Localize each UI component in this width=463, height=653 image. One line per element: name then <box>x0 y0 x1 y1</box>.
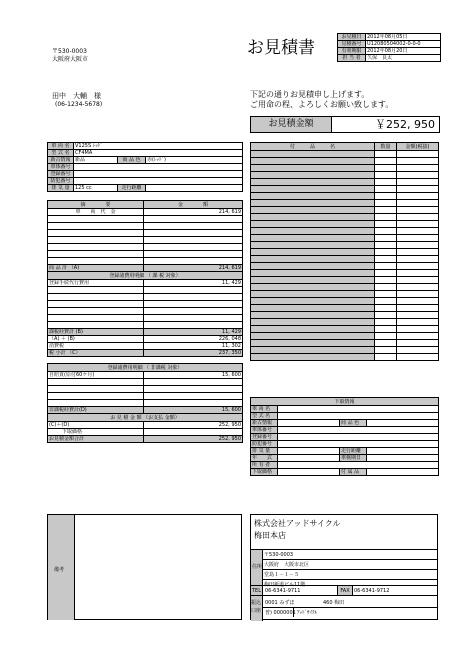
price-row <box>48 258 243 265</box>
taxable-item-row <box>48 294 243 301</box>
accessory-row <box>251 158 439 165</box>
address-line: 大阪府 大阪市北区 <box>262 560 438 570</box>
accessory-row <box>251 242 439 249</box>
taxable-item-value: 11, 429 <box>144 280 243 287</box>
total-amount-value: ￥252, 950 <box>375 118 435 131</box>
document-title: お見積書 <box>247 38 315 58</box>
tradein-price-value <box>144 429 243 436</box>
subtotal-row <box>48 265 243 272</box>
accessory-row <box>251 263 439 270</box>
tradein-row <box>251 413 439 420</box>
tradein-label: 下取価格 <box>251 469 278 476</box>
accessory-row <box>251 200 439 207</box>
tradein-label: 型 式 名 <box>251 413 278 420</box>
tradein-label: 排 気 量 <box>251 448 278 455</box>
nontaxable-item-label: 自賠責(原付60ケ月) <box>48 372 144 379</box>
column-header: 付 品 名 <box>251 143 375 151</box>
accessories-table <box>250 142 439 361</box>
vehicle-value: V125S ﾚｯﾄﾞ <box>74 143 243 150</box>
fax-value: 06-6341-9712 <box>354 588 390 594</box>
bank-account: 普) 0000001 <box>265 610 296 616</box>
accessory-row <box>251 312 439 319</box>
ab-row <box>48 336 243 343</box>
meta-value: 2012年08月05日 <box>366 34 441 41</box>
meta-label: 有効期限 <box>338 48 366 55</box>
column-header: 金額(税抜) <box>397 143 439 151</box>
taxable-item-row <box>48 287 243 294</box>
price-row <box>48 216 243 223</box>
accessory-row <box>251 270 439 277</box>
grand-total-value: 252, 950 <box>144 436 243 443</box>
tradein-label: 防犯番号 <box>251 441 278 448</box>
vehicle-label: 登録番号 <box>48 171 74 178</box>
taxable-item-row <box>48 301 243 308</box>
bank-row <box>251 595 438 621</box>
price-row <box>48 251 243 258</box>
vehicle-row <box>48 178 243 185</box>
vehicle-value <box>146 185 243 192</box>
nontaxable-item-row <box>48 372 243 379</box>
cd-row <box>48 422 243 429</box>
taxable-total-value: 11, 429 <box>144 329 243 336</box>
accessory-row <box>251 186 439 193</box>
meta-value: U12080504002-0-0-0 <box>366 41 441 48</box>
customer-postal: 〒530-0003 <box>52 48 87 55</box>
taxable-item-row <box>48 308 243 315</box>
vehicle-price-value: 214, 619 <box>144 209 243 216</box>
meta-label: 担 当 者 <box>338 55 366 62</box>
meta-row <box>338 41 441 48</box>
accessory-row <box>251 207 439 214</box>
price-row <box>48 237 243 244</box>
meta-label: 見積番号 <box>338 41 366 48</box>
tel-label: TEL <box>252 588 261 594</box>
tradein-label: 登録番号 <box>251 434 278 441</box>
tradein-header-row <box>251 398 439 406</box>
accessory-row <box>251 165 439 172</box>
ab-label: （A) ＋ (B) <box>48 336 144 343</box>
vehicle-value: 新品 <box>74 157 118 164</box>
tradein-row <box>251 420 439 427</box>
tax-subtotal-row <box>48 350 243 357</box>
accessory-row <box>251 235 439 242</box>
taxable-item-row <box>48 315 243 322</box>
nontaxable-item-row <box>48 386 243 393</box>
summary-header-row <box>48 414 243 422</box>
vehicle-value: CF4MA <box>74 150 243 157</box>
accessory-row <box>251 221 439 228</box>
accessory-row <box>251 179 439 186</box>
subtotal-value: 214, 619 <box>144 265 243 272</box>
column-header: 数量 <box>375 143 397 151</box>
vehicle-price-label: 車 両 代 金 <box>48 209 144 216</box>
accessory-row <box>251 214 439 221</box>
shop-company: 株式会社アッドサイクル <box>254 519 341 528</box>
greeting-line-1: 下記の通りお見積申し上げます。 <box>250 90 370 99</box>
meta-row <box>338 48 441 55</box>
vehicle-value: 125 cc <box>74 185 118 192</box>
vehicle-row <box>48 143 243 150</box>
vehicle-row <box>48 185 243 192</box>
address-block <box>262 549 438 588</box>
nontaxable-header: 登録諸費用明細 （ 非課税 対象） <box>48 364 243 372</box>
cd-value: 252, 950 <box>144 422 243 429</box>
taxable-header-row <box>48 272 243 280</box>
accessories-header-row <box>251 143 439 151</box>
tradein-label: 走行距離 <box>340 448 367 455</box>
fax-label: FAX <box>337 586 353 596</box>
summary-header: お 見 積 金 額 （お支払 金額） <box>48 414 243 422</box>
tax-subtotal-value: 237, 350 <box>144 350 243 357</box>
tradein-header: 下取情報 <box>251 398 439 406</box>
tradein-price-row <box>48 429 243 436</box>
tradein-row <box>251 406 439 413</box>
tradein-label: 新古情報 <box>251 420 278 427</box>
customer-name: 田中 大輔 様 <box>52 92 101 100</box>
vehicle-label: 走行距離 <box>118 185 146 192</box>
tradein-row <box>251 441 439 448</box>
tel-value: 06-6341-9711 <box>265 588 301 594</box>
tradein-table <box>250 397 439 476</box>
tradein-row <box>251 427 439 434</box>
customer-phone: (06-1234-5678) <box>55 101 103 108</box>
meta-table <box>337 33 441 62</box>
nontaxable-item-row <box>48 393 243 400</box>
address-line: 堂島１－１－５ <box>262 570 438 580</box>
vehicle-value <box>74 164 243 171</box>
vehicle-row <box>48 164 243 171</box>
accessory-row <box>251 340 439 347</box>
shop-info-box <box>250 514 438 620</box>
tradein-row <box>251 455 439 462</box>
bank-divider-v <box>293 607 294 617</box>
meta-value: 久保 良太 <box>366 55 441 62</box>
bank-label: 口座 <box>251 608 262 614</box>
greeting-line-2: ご用命の程、よろしくお願い致します。 <box>250 100 394 109</box>
nontaxable-total-value: 15, 600 <box>144 407 243 414</box>
accessory-row <box>251 284 439 291</box>
vehicle-label: 商 品 色 <box>118 157 146 164</box>
spacer-row <box>48 357 243 364</box>
tradein-label: 商 品 色 <box>340 420 367 427</box>
tradein-row <box>251 462 439 469</box>
accessory-row <box>251 172 439 179</box>
total-amount-label: お見積金額 <box>251 117 332 132</box>
address-line: 〒530-0003 <box>262 550 438 560</box>
accessory-row <box>251 256 439 263</box>
bank-branch: 460 梅田 <box>323 600 345 606</box>
subtotal-label: 商 品 計 （A) <box>48 265 144 272</box>
cd-label: (C)＋(D) <box>48 422 144 429</box>
address-label: 住所 <box>252 564 263 570</box>
nontaxable-item-row <box>48 379 243 386</box>
tradein-row <box>251 434 439 441</box>
tax-row <box>48 343 243 350</box>
tax-value: 11, 302 <box>144 343 243 350</box>
tradein-label: 車体番号 <box>251 427 278 434</box>
vehicle-label: 防犯番号 <box>48 178 74 185</box>
meta-label: お見積日 <box>338 34 366 41</box>
taxable-item-label: 登録手続代行費用 <box>48 280 144 287</box>
vehicle-value <box>74 171 243 178</box>
shop-branch: 梅田本店 <box>254 531 286 540</box>
tradein-row <box>251 448 439 455</box>
tradein-label: 所 有 者 <box>251 462 278 469</box>
taxable-total-label: 課税経費計 (B) <box>48 329 144 336</box>
ab-value: 226, 048 <box>144 336 243 343</box>
remarks-box <box>47 514 242 620</box>
grand-total-row <box>48 436 243 443</box>
column-header: 金 額 <box>144 201 243 209</box>
price-row <box>48 244 243 251</box>
accessory-row <box>251 354 439 361</box>
price-row <box>48 223 243 230</box>
tradein-label: 付 属 品 <box>340 469 367 476</box>
vehicle-label: 車体番号 <box>48 164 74 171</box>
vehicle-table <box>47 142 243 192</box>
nontaxable-header-row <box>48 364 243 372</box>
accessory-row <box>251 298 439 305</box>
grand-total-label: お見積金額合計 <box>48 436 144 443</box>
address-line: 梅田新道ビル11階 <box>264 582 306 588</box>
vehicle-row <box>48 157 243 164</box>
vehicle-value: 赤(ﾚｯﾄﾞ) <box>146 157 243 164</box>
vehicle-label: 新古情報 <box>48 157 74 164</box>
bank-divider <box>262 607 438 608</box>
taxable-item-row <box>48 280 243 287</box>
nontaxable-item-row <box>48 400 243 407</box>
tradein-row <box>251 469 439 476</box>
bank-name: 0001 みずほ <box>265 600 295 606</box>
accessory-row <box>251 193 439 200</box>
accessory-row <box>251 249 439 256</box>
accessory-row <box>251 333 439 340</box>
meta-value: 2012年08月20日 <box>366 48 441 55</box>
tradein-price-label: 下取価格 <box>48 429 144 436</box>
meta-row <box>338 34 441 41</box>
nontaxable-total-label: 非課税経費計(D) <box>48 407 144 414</box>
tradein-label: 年 式 <box>251 455 278 462</box>
vehicle-value <box>74 178 243 185</box>
accessory-row <box>251 305 439 312</box>
bank-label: 振込 <box>251 600 262 606</box>
remarks-label: 備考 <box>54 567 65 573</box>
tax-subtotal-label: 税 小計 （C） <box>48 350 144 357</box>
vehicle-row <box>48 150 243 157</box>
accessory-row <box>251 326 439 333</box>
vehicle-label: 排 気 量 <box>48 185 74 192</box>
accessory-row <box>251 319 439 326</box>
price-table <box>47 200 243 443</box>
taxable-header: 登録諸費用明細 （ 課 税 対象） <box>48 272 243 280</box>
customer-city: 大阪府大阪市 <box>52 56 89 63</box>
accessory-row <box>251 347 439 354</box>
total-amount-box <box>250 116 440 133</box>
price-row <box>48 230 243 237</box>
column-header: 摘 要 <box>48 201 144 209</box>
bank-holder: ｱｯﾄﾞｻｲｸﾙ <box>297 610 318 616</box>
taxable-total-row <box>48 329 243 336</box>
nontaxable-total-row <box>48 407 243 414</box>
tradein-label: 車検期日 <box>340 455 367 462</box>
accessory-row <box>251 277 439 284</box>
vehicle-label: 車 両 名 <box>48 143 74 150</box>
accessory-row <box>251 151 439 158</box>
vehicle-row <box>48 171 243 178</box>
price-row <box>48 209 243 216</box>
tradein-label: 車 両 名 <box>251 406 278 413</box>
taxable-item-row <box>48 322 243 329</box>
nontaxable-item-value: 15, 600 <box>144 372 243 379</box>
accessory-row <box>251 228 439 235</box>
vehicle-label: 型 式 名 <box>48 150 74 157</box>
tax-label: 消費税 <box>48 343 144 350</box>
meta-row <box>338 55 441 62</box>
price-header-row <box>48 201 243 209</box>
accessory-row <box>251 291 439 298</box>
